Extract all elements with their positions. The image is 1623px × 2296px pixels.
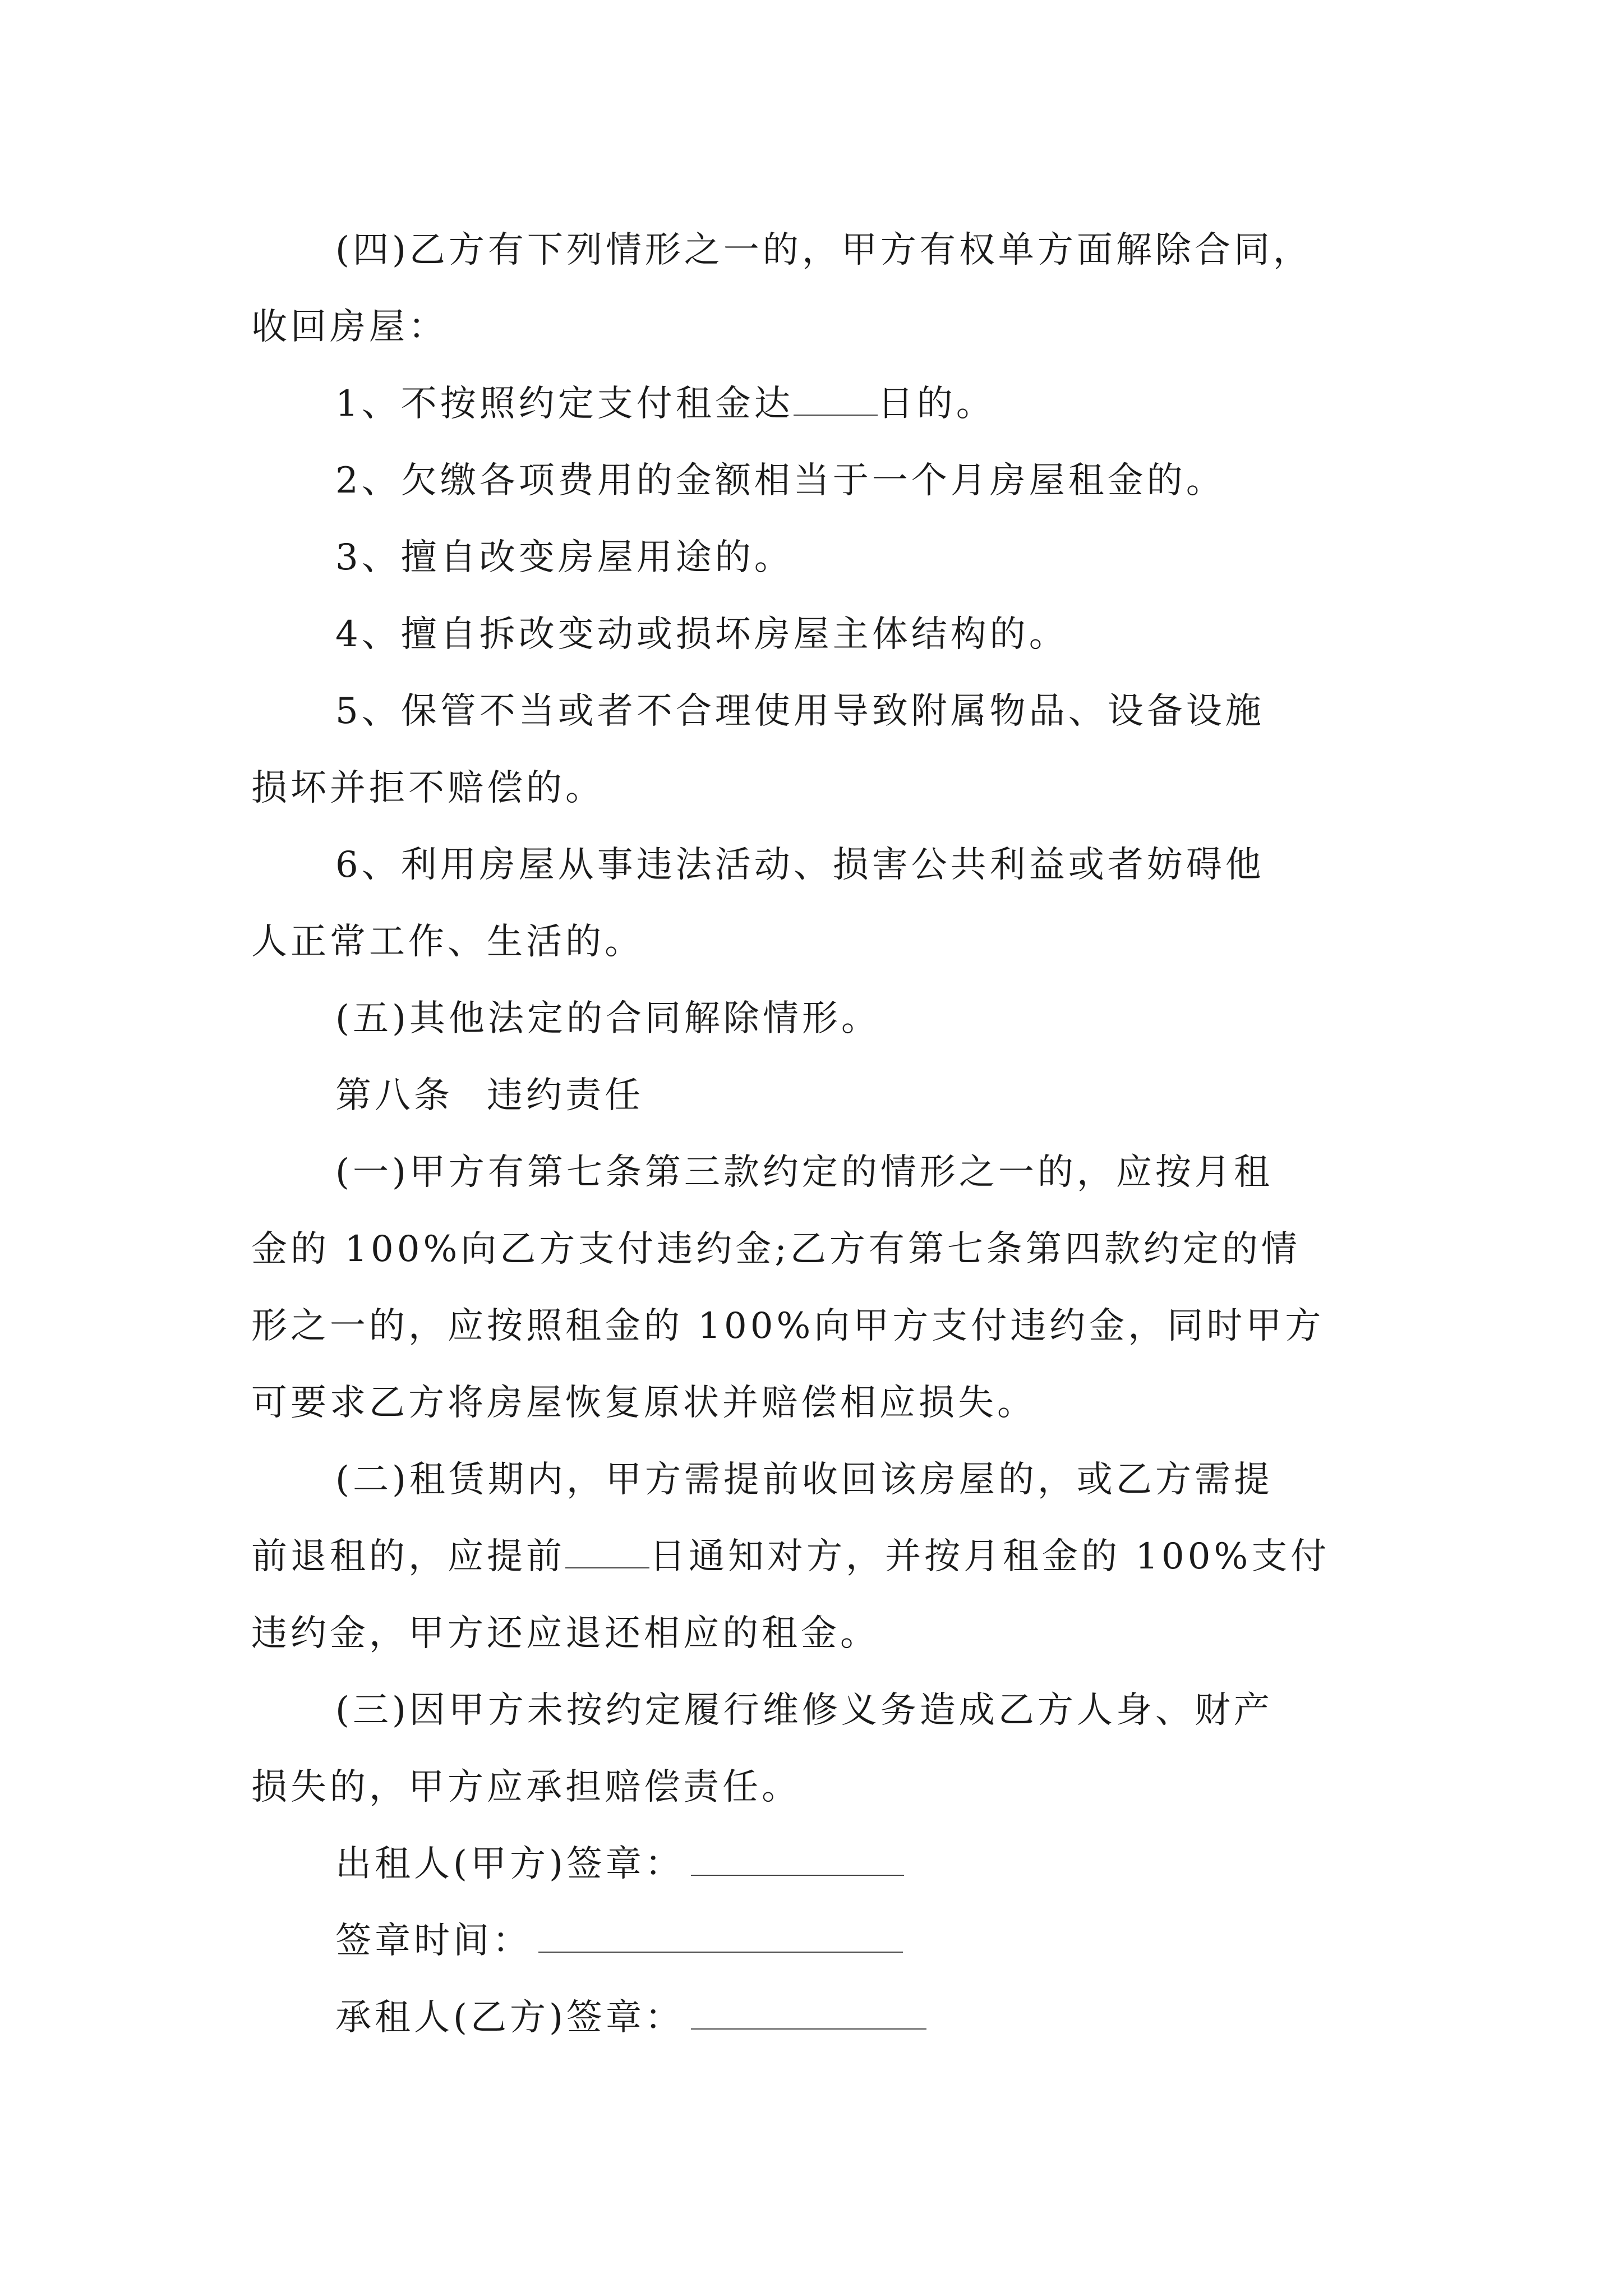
article-eight-p2-line1: (二)租赁期内，甲方需提前收回该房屋的，或乙方需提 [335,1459,1273,1501]
lessee-signature-label: 承租人(乙方)签章： [335,1997,684,2039]
article-eight-p1-line2: 金的 100%向乙方支付违约金;乙方有第七条第四款约定的情 [251,1228,1301,1270]
clause-four-item5-line1: 5、保管不当或者不合理使用导致附属物品、设备设施 [335,691,1265,732]
item1-text: 1、不按照约定支付租金达 [335,383,794,425]
lessee-signature-line [251,1980,1378,2056]
article-eight-p3-line1: (三)因甲方未按约定履行维修义务造成乙方人身、财产 [335,1690,1273,1731]
article-eight-p3-line2: 损失的，甲方应承担赔偿责任。 [251,1766,801,1808]
notice-days-blank [565,1538,649,1568]
sign-time-label: 签章时间： [335,1920,532,1962]
item1-suffix: 日的。 [877,383,995,425]
p2-line2-suffix: 日通知对方，并按月租金的 100%支付 [649,1536,1330,1577]
sign-time-line [251,1903,1378,1980]
clause-four-item3: 3、擅自改变房屋用途的。 [335,537,794,578]
lessor-signature-label: 出租人(甲方)签章： [335,1843,684,1885]
clause-four-line2: 收回房屋： [251,306,448,348]
article-eight-p1-line1: (一)甲方有第七条第三款约定的情形之一的，应按月租 [335,1152,1273,1193]
clause-four-item4: 4、擅自拆改变动或损坏房屋主体结构的。 [335,614,1068,655]
clause-four-item6-line1: 6、利用房屋从事违法活动、损害公共利益或者妨碍他 [335,844,1265,886]
clause-four-item2: 2、欠缴各项费用的金额相当于一个月房屋租金的。 [335,460,1225,501]
days-blank [794,385,878,416]
lessor-signature-line [251,1826,1378,1903]
article-eight-p1-line3: 形之一的，应按照租金的 100%向甲方支付违约金，同时甲方 [251,1305,1325,1347]
clause-four-item1 [251,366,1378,443]
clause-four-item5-line2: 损坏并拒不赔偿的。 [251,767,605,809]
article-eight-p2-line3: 违约金，甲方还应退还相应的租金。 [251,1613,879,1654]
contract-body [251,212,1378,2056]
article-eight-p1-line4: 可要求乙方将房屋恢复原状并赔偿相应损失。 [251,1382,1036,1424]
article-eight-p2-line2 [251,1519,1378,1595]
article-number: 第八条 [335,1075,453,1116]
clause-four-line1: (四)乙方有下列情形之一的，甲方有权单方面解除合同， [335,229,1312,271]
article-title: 违约责任 [487,1075,644,1116]
lessor-signature-blank [691,1846,904,1876]
clause-five: (五)其他法定的合同解除情形。 [335,998,880,1039]
clause-four-item6-line2: 人正常工作、生活的。 [251,921,644,963]
sign-time-blank [538,1922,903,1953]
p2-line2-text: 前退租的，应提前 [251,1536,565,1577]
lessee-signature-blank [691,1999,926,2030]
article-eight-heading [251,1057,1378,1134]
